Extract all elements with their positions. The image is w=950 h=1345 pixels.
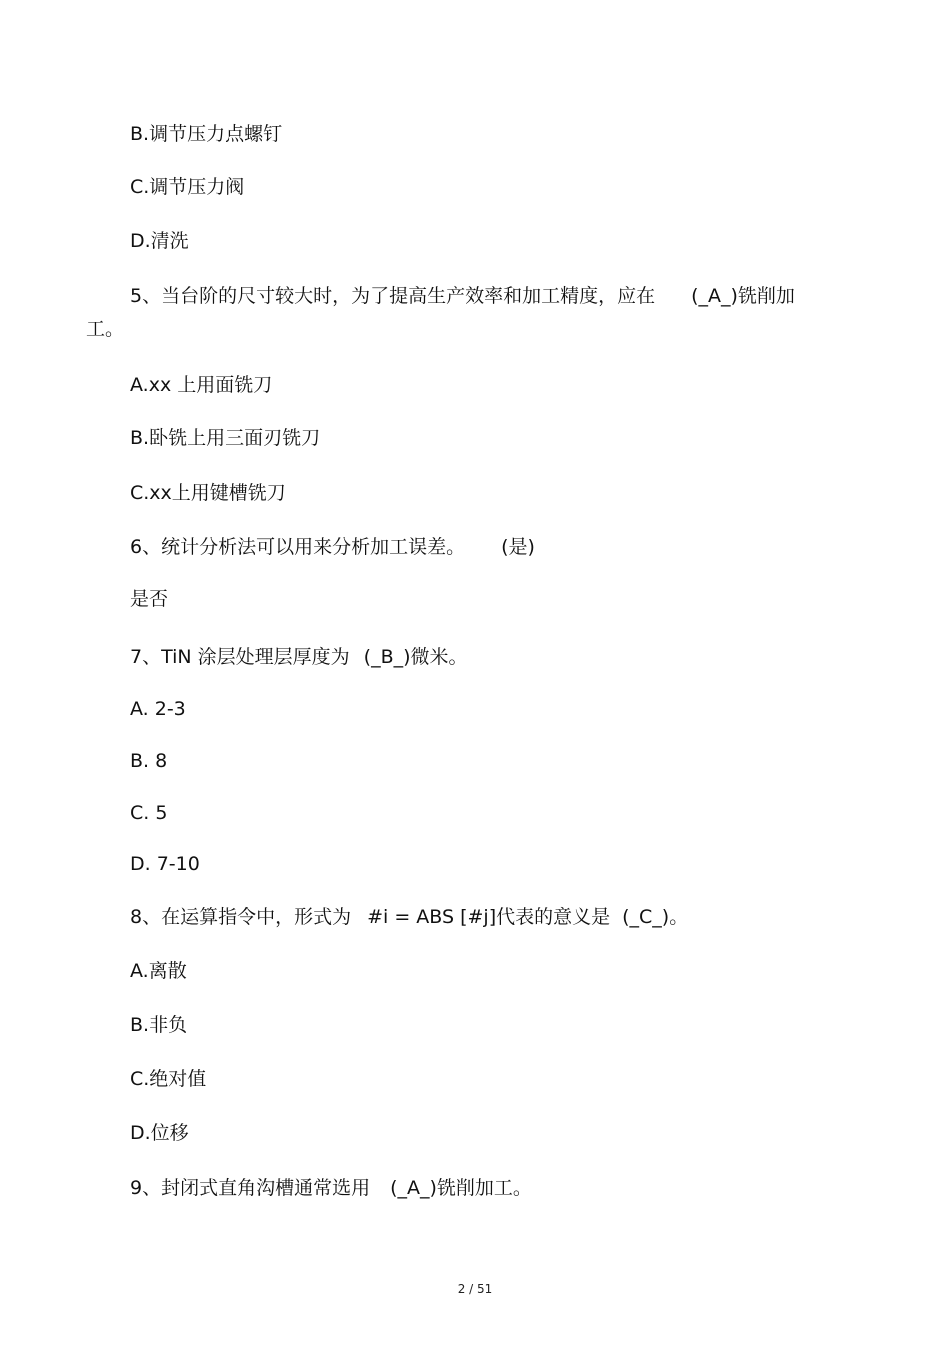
- question-text: 6、统计分析法可以用来分析加工误差。: [130, 536, 466, 558]
- option-d-q8: [130, 1121, 189, 1145]
- option-text: A. 2-3: [130, 698, 186, 720]
- option-q6: [130, 587, 168, 611]
- answer-blank: (是): [501, 536, 535, 558]
- question-6: [130, 535, 535, 559]
- question-9: [130, 1176, 532, 1200]
- question-8: [130, 905, 688, 929]
- question-text: 5、当台阶的尺寸较大时，为了提高生产效率和加工精度，应在: [130, 285, 656, 307]
- option-c-q4: [130, 175, 244, 199]
- option-d-q7: [130, 852, 200, 876]
- option-text: C.绝对值: [130, 1068, 207, 1090]
- option-text: B.卧铣上用三面刃铣刀: [130, 427, 321, 449]
- option-text: B.调节压力点螺钉: [130, 123, 283, 145]
- page-number: [0, 1282, 950, 1296]
- question-5: [130, 284, 795, 308]
- option-b-q4: [130, 122, 282, 146]
- option-b-q5: [130, 426, 320, 450]
- option-text: C.调节压力阀: [130, 176, 245, 198]
- option-text: D. 7-10: [130, 853, 200, 875]
- answer-blank: (_A_)铣削加: [691, 285, 795, 307]
- option-c-q7: [130, 801, 167, 825]
- current-page: 2: [457, 1282, 466, 1296]
- total-pages: 51: [477, 1282, 493, 1296]
- option-text: C. 5: [130, 802, 168, 824]
- question-text: #i = ABS [#j]代表的意义是: [367, 906, 611, 928]
- option-a-q8: [130, 959, 187, 983]
- option-b-q8: [130, 1013, 187, 1037]
- question-text: 工。: [86, 318, 125, 340]
- answer-blank: (_B_)微米。: [363, 646, 468, 668]
- option-text: D.位移: [130, 1122, 189, 1144]
- option-text: B. 8: [130, 750, 168, 772]
- option-c-q5: [130, 481, 286, 505]
- option-a-q7: [130, 697, 186, 721]
- answer-blank: (_A_)铣削加工。: [390, 1177, 532, 1199]
- answer-blank: (_C_)。: [622, 906, 689, 928]
- page-separator: /: [469, 1282, 474, 1296]
- option-text: D.清洗: [130, 230, 189, 252]
- question-text: 7、TiN 涂层处理层厚度为: [130, 646, 350, 668]
- option-text: 是否: [130, 588, 169, 610]
- question-text: 8、在运算指令中，形式为: [130, 906, 352, 928]
- question-5-continuation: [86, 317, 124, 341]
- option-b-q7: [130, 749, 167, 773]
- option-a-q5: [130, 373, 272, 397]
- question-text: 9、封闭式直角沟槽通常选用: [130, 1177, 371, 1199]
- option-text: A.离散: [130, 960, 187, 982]
- question-7: [130, 645, 468, 669]
- option-text: C.xx上用键槽铣刀: [130, 482, 286, 504]
- option-d-q4: [130, 229, 189, 253]
- option-text: B.非负: [130, 1014, 188, 1036]
- option-text: A.xx 上用面铣刀: [130, 374, 273, 396]
- option-c-q8: [130, 1067, 206, 1091]
